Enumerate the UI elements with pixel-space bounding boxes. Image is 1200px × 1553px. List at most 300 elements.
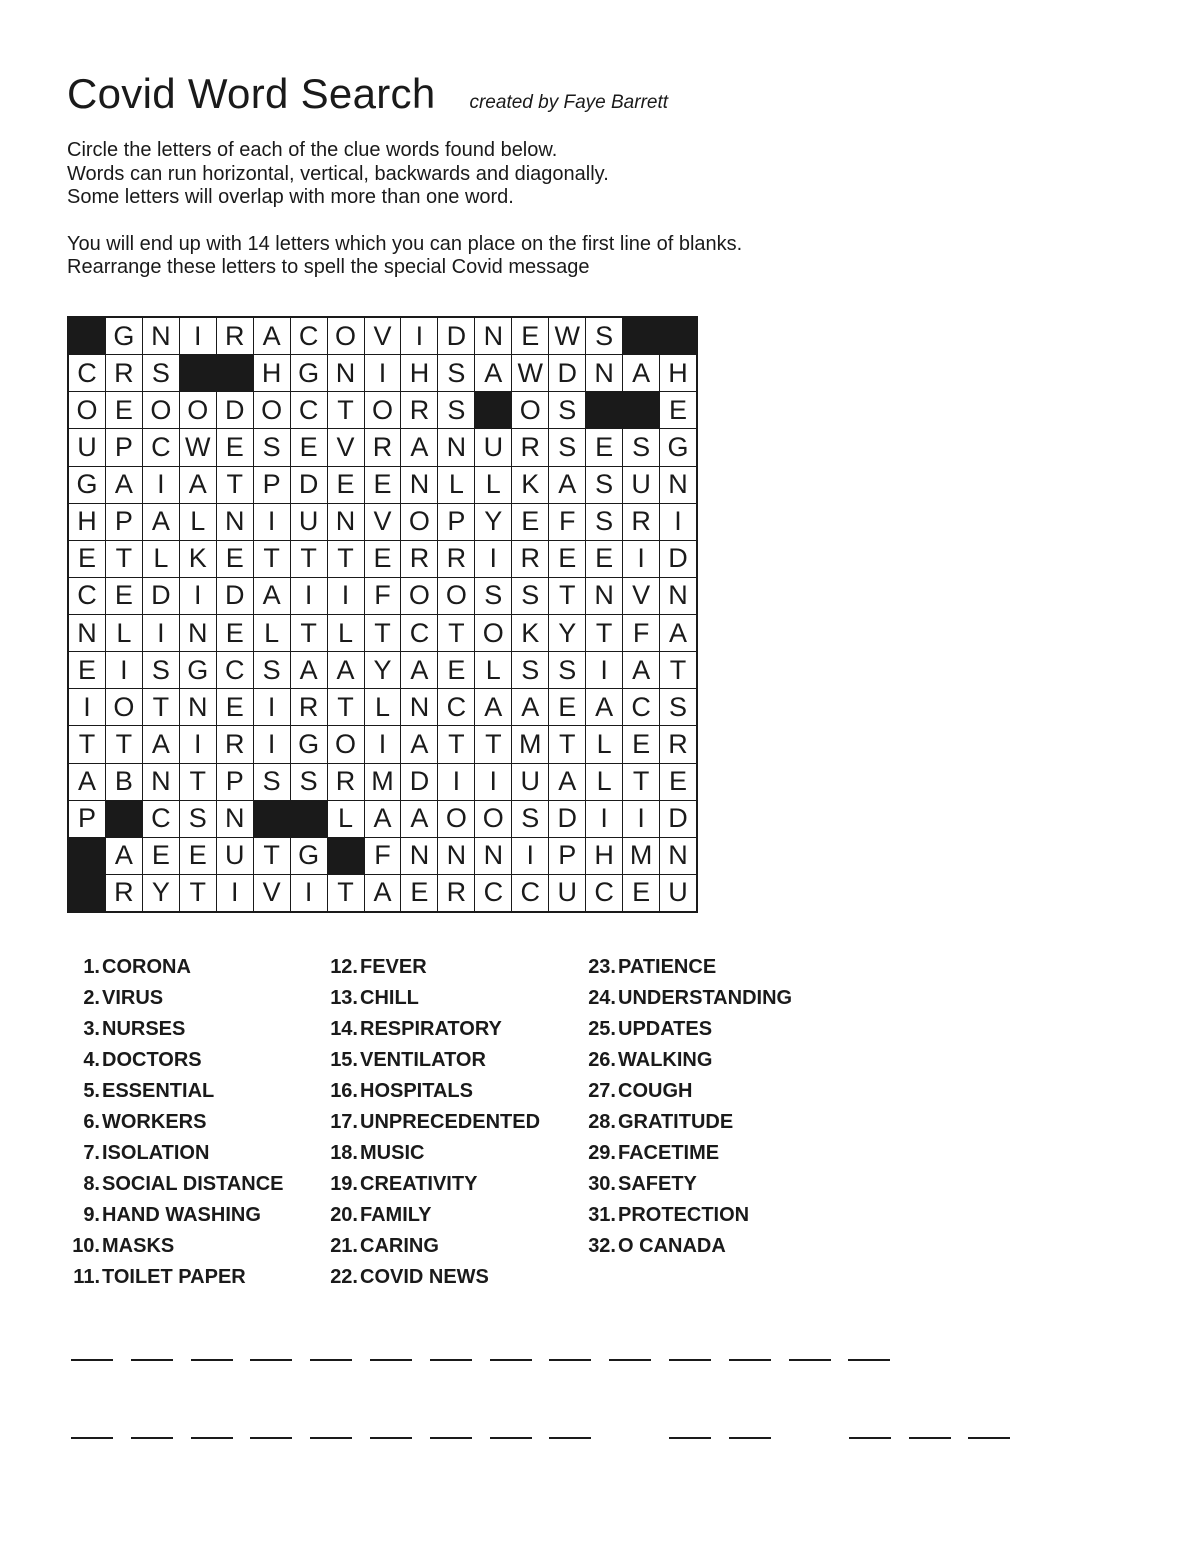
grid-letter-cell[interactable]: D: [438, 318, 474, 354]
grid-letter-cell[interactable]: T: [180, 875, 216, 911]
grid-letter-cell[interactable]: N: [660, 578, 696, 614]
grid-letter-cell[interactable]: D: [549, 801, 585, 837]
grid-letter-cell[interactable]: Y: [475, 504, 511, 540]
blocked-cell[interactable]: [586, 392, 622, 428]
grid-letter-cell[interactable]: H: [660, 355, 696, 391]
grid-letter-cell[interactable]: O: [328, 318, 364, 354]
grid-letter-cell[interactable]: U: [512, 764, 548, 800]
grid-letter-cell[interactable]: E: [365, 541, 401, 577]
grid-letter-cell[interactable]: T: [586, 615, 622, 651]
blocked-cell[interactable]: [217, 355, 253, 391]
grid-letter-cell[interactable]: G: [180, 652, 216, 688]
grid-letter-cell[interactable]: E: [69, 652, 105, 688]
grid-letter-cell[interactable]: S: [143, 355, 179, 391]
answer-blank[interactable]: [669, 1437, 711, 1439]
grid-letter-cell[interactable]: V: [365, 504, 401, 540]
grid-letter-cell[interactable]: S: [180, 801, 216, 837]
grid-letter-cell[interactable]: I: [217, 875, 253, 911]
grid-letter-cell[interactable]: M: [512, 726, 548, 762]
grid-letter-cell[interactable]: N: [217, 504, 253, 540]
grid-letter-cell[interactable]: S: [512, 578, 548, 614]
grid-letter-cell[interactable]: T: [623, 764, 659, 800]
grid-letter-cell[interactable]: H: [254, 355, 290, 391]
grid-letter-cell[interactable]: R: [512, 541, 548, 577]
grid-letter-cell[interactable]: V: [254, 875, 290, 911]
grid-letter-cell[interactable]: I: [180, 726, 216, 762]
grid-letter-cell[interactable]: O: [254, 392, 290, 428]
grid-letter-cell[interactable]: S: [586, 318, 622, 354]
grid-letter-cell[interactable]: S: [512, 801, 548, 837]
grid-letter-cell[interactable]: G: [660, 429, 696, 465]
grid-letter-cell[interactable]: A: [401, 429, 437, 465]
answer-blank[interactable]: [71, 1359, 113, 1361]
grid-letter-cell[interactable]: E: [217, 689, 253, 725]
grid-letter-cell[interactable]: A: [512, 689, 548, 725]
grid-letter-cell[interactable]: O: [438, 578, 474, 614]
grid-letter-cell[interactable]: U: [69, 429, 105, 465]
grid-letter-cell[interactable]: I: [328, 578, 364, 614]
grid-letter-cell[interactable]: T: [254, 838, 290, 874]
grid-letter-cell[interactable]: A: [291, 652, 327, 688]
grid-letter-cell[interactable]: T: [365, 615, 401, 651]
grid-letter-cell[interactable]: A: [180, 467, 216, 503]
grid-letter-cell[interactable]: T: [106, 726, 142, 762]
grid-letter-cell[interactable]: S: [143, 652, 179, 688]
grid-letter-cell[interactable]: T: [217, 467, 253, 503]
grid-letter-cell[interactable]: Y: [143, 875, 179, 911]
grid-letter-cell[interactable]: L: [475, 467, 511, 503]
grid-letter-cell[interactable]: A: [586, 689, 622, 725]
grid-letter-cell[interactable]: N: [438, 429, 474, 465]
grid-letter-cell[interactable]: T: [438, 726, 474, 762]
grid-letter-cell[interactable]: D: [291, 467, 327, 503]
grid-letter-cell[interactable]: N: [217, 801, 253, 837]
blocked-cell[interactable]: [291, 801, 327, 837]
grid-letter-cell[interactable]: A: [549, 467, 585, 503]
grid-letter-cell[interactable]: A: [365, 875, 401, 911]
grid-letter-cell[interactable]: L: [254, 615, 290, 651]
grid-letter-cell[interactable]: A: [328, 652, 364, 688]
grid-letter-cell[interactable]: O: [401, 504, 437, 540]
grid-letter-cell[interactable]: R: [365, 429, 401, 465]
answer-blank[interactable]: [549, 1437, 591, 1439]
grid-letter-cell[interactable]: T: [291, 541, 327, 577]
grid-letter-cell[interactable]: O: [180, 392, 216, 428]
grid-letter-cell[interactable]: M: [365, 764, 401, 800]
grid-letter-cell[interactable]: I: [475, 541, 511, 577]
grid-letter-cell[interactable]: A: [254, 318, 290, 354]
grid-letter-cell[interactable]: E: [549, 689, 585, 725]
grid-letter-cell[interactable]: A: [401, 726, 437, 762]
grid-letter-cell[interactable]: L: [143, 541, 179, 577]
grid-letter-cell[interactable]: N: [660, 838, 696, 874]
blocked-cell[interactable]: [623, 392, 659, 428]
grid-letter-cell[interactable]: I: [254, 726, 290, 762]
grid-letter-cell[interactable]: U: [217, 838, 253, 874]
grid-letter-cell[interactable]: C: [401, 615, 437, 651]
blocked-cell[interactable]: [254, 801, 290, 837]
grid-letter-cell[interactable]: E: [549, 541, 585, 577]
grid-letter-cell[interactable]: I: [254, 504, 290, 540]
grid-letter-cell[interactable]: A: [69, 764, 105, 800]
grid-letter-cell[interactable]: T: [328, 875, 364, 911]
grid-letter-cell[interactable]: H: [69, 504, 105, 540]
grid-letter-cell[interactable]: E: [438, 652, 474, 688]
grid-letter-cell[interactable]: N: [328, 504, 364, 540]
grid-letter-cell[interactable]: I: [365, 726, 401, 762]
grid-letter-cell[interactable]: C: [291, 318, 327, 354]
grid-letter-cell[interactable]: C: [586, 875, 622, 911]
grid-letter-cell[interactable]: A: [623, 652, 659, 688]
answer-blank[interactable]: [490, 1359, 532, 1361]
blocked-cell[interactable]: [69, 318, 105, 354]
grid-letter-cell[interactable]: S: [254, 429, 290, 465]
grid-letter-cell[interactable]: E: [623, 726, 659, 762]
grid-letter-cell[interactable]: T: [660, 652, 696, 688]
grid-letter-cell[interactable]: R: [217, 726, 253, 762]
answer-blank[interactable]: [490, 1437, 532, 1439]
grid-letter-cell[interactable]: O: [438, 801, 474, 837]
grid-letter-cell[interactable]: C: [143, 801, 179, 837]
grid-letter-cell[interactable]: R: [438, 875, 474, 911]
grid-letter-cell[interactable]: W: [549, 318, 585, 354]
blocked-cell[interactable]: [69, 875, 105, 911]
grid-letter-cell[interactable]: N: [438, 838, 474, 874]
grid-letter-cell[interactable]: S: [438, 392, 474, 428]
grid-letter-cell[interactable]: O: [69, 392, 105, 428]
grid-letter-cell[interactable]: I: [401, 318, 437, 354]
grid-letter-cell[interactable]: H: [401, 355, 437, 391]
grid-letter-cell[interactable]: C: [623, 689, 659, 725]
grid-letter-cell[interactable]: I: [512, 838, 548, 874]
grid-letter-cell[interactable]: R: [623, 504, 659, 540]
grid-letter-cell[interactable]: I: [586, 801, 622, 837]
grid-letter-cell[interactable]: S: [549, 392, 585, 428]
answer-blank[interactable]: [909, 1437, 951, 1439]
grid-letter-cell[interactable]: R: [660, 726, 696, 762]
grid-letter-cell[interactable]: K: [512, 467, 548, 503]
grid-letter-cell[interactable]: S: [660, 689, 696, 725]
grid-letter-cell[interactable]: I: [365, 355, 401, 391]
grid-letter-cell[interactable]: D: [660, 541, 696, 577]
grid-letter-cell[interactable]: N: [401, 467, 437, 503]
grid-letter-cell[interactable]: A: [401, 652, 437, 688]
grid-letter-cell[interactable]: L: [106, 615, 142, 651]
grid-letter-cell[interactable]: P: [106, 429, 142, 465]
grid-letter-cell[interactable]: C: [143, 429, 179, 465]
grid-letter-cell[interactable]: I: [69, 689, 105, 725]
grid-letter-cell[interactable]: L: [328, 615, 364, 651]
answer-blank[interactable]: [849, 1437, 891, 1439]
answer-blank[interactable]: [549, 1359, 591, 1361]
grid-letter-cell[interactable]: S: [512, 652, 548, 688]
grid-letter-cell[interactable]: L: [586, 726, 622, 762]
grid-letter-cell[interactable]: O: [475, 801, 511, 837]
grid-letter-cell[interactable]: A: [401, 801, 437, 837]
grid-letter-cell[interactable]: S: [549, 652, 585, 688]
grid-letter-cell[interactable]: E: [512, 504, 548, 540]
answer-blank[interactable]: [430, 1437, 472, 1439]
answer-blank[interactable]: [370, 1359, 412, 1361]
grid-letter-cell[interactable]: E: [660, 392, 696, 428]
grid-letter-cell[interactable]: P: [106, 504, 142, 540]
grid-letter-cell[interactable]: G: [291, 726, 327, 762]
grid-letter-cell[interactable]: A: [623, 355, 659, 391]
grid-letter-cell[interactable]: E: [291, 429, 327, 465]
grid-letter-cell[interactable]: R: [106, 355, 142, 391]
grid-letter-cell[interactable]: E: [217, 429, 253, 465]
blocked-cell[interactable]: [660, 318, 696, 354]
grid-letter-cell[interactable]: R: [401, 392, 437, 428]
grid-letter-cell[interactable]: T: [106, 541, 142, 577]
grid-letter-cell[interactable]: T: [291, 615, 327, 651]
grid-letter-cell[interactable]: V: [623, 578, 659, 614]
grid-letter-cell[interactable]: I: [438, 764, 474, 800]
grid-letter-cell[interactable]: T: [475, 726, 511, 762]
grid-letter-cell[interactable]: R: [106, 875, 142, 911]
answer-blank[interactable]: [191, 1359, 233, 1361]
grid-letter-cell[interactable]: T: [143, 689, 179, 725]
blocked-cell[interactable]: [328, 838, 364, 874]
grid-letter-cell[interactable]: N: [328, 355, 364, 391]
grid-letter-cell[interactable]: T: [328, 392, 364, 428]
grid-letter-cell[interactable]: W: [180, 429, 216, 465]
grid-letter-cell[interactable]: D: [217, 392, 253, 428]
grid-letter-cell[interactable]: D: [549, 355, 585, 391]
grid-letter-cell[interactable]: T: [438, 615, 474, 651]
grid-letter-cell[interactable]: F: [549, 504, 585, 540]
grid-letter-cell[interactable]: Y: [549, 615, 585, 651]
grid-letter-cell[interactable]: A: [106, 467, 142, 503]
grid-letter-cell[interactable]: Y: [365, 652, 401, 688]
grid-letter-cell[interactable]: S: [586, 504, 622, 540]
grid-letter-cell[interactable]: I: [623, 801, 659, 837]
grid-letter-cell[interactable]: G: [291, 355, 327, 391]
grid-letter-cell[interactable]: R: [328, 764, 364, 800]
answer-blank[interactable]: [131, 1437, 173, 1439]
grid-letter-cell[interactable]: O: [328, 726, 364, 762]
grid-letter-cell[interactable]: N: [475, 838, 511, 874]
answer-blank[interactable]: [310, 1437, 352, 1439]
blocked-cell[interactable]: [106, 801, 142, 837]
grid-letter-cell[interactable]: O: [475, 615, 511, 651]
grid-letter-cell[interactable]: N: [143, 764, 179, 800]
grid-letter-cell[interactable]: P: [549, 838, 585, 874]
blocked-cell[interactable]: [623, 318, 659, 354]
grid-letter-cell[interactable]: A: [660, 615, 696, 651]
answer-blank[interactable]: [131, 1359, 173, 1361]
grid-letter-cell[interactable]: R: [512, 429, 548, 465]
grid-letter-cell[interactable]: E: [512, 318, 548, 354]
grid-letter-cell[interactable]: S: [254, 652, 290, 688]
answer-blank[interactable]: [310, 1359, 352, 1361]
grid-letter-cell[interactable]: G: [106, 318, 142, 354]
grid-letter-cell[interactable]: F: [623, 615, 659, 651]
grid-letter-cell[interactable]: E: [217, 615, 253, 651]
answer-blank[interactable]: [191, 1437, 233, 1439]
grid-letter-cell[interactable]: V: [365, 318, 401, 354]
grid-letter-cell[interactable]: E: [106, 392, 142, 428]
grid-letter-cell[interactable]: S: [291, 764, 327, 800]
grid-letter-cell[interactable]: T: [69, 726, 105, 762]
grid-letter-cell[interactable]: L: [365, 689, 401, 725]
grid-letter-cell[interactable]: T: [328, 689, 364, 725]
grid-letter-cell[interactable]: O: [365, 392, 401, 428]
grid-letter-cell[interactable]: G: [69, 467, 105, 503]
answer-blank[interactable]: [848, 1359, 890, 1361]
grid-letter-cell[interactable]: T: [549, 578, 585, 614]
grid-letter-cell[interactable]: N: [401, 838, 437, 874]
grid-letter-cell[interactable]: F: [365, 838, 401, 874]
grid-letter-cell[interactable]: I: [106, 652, 142, 688]
grid-letter-cell[interactable]: O: [401, 578, 437, 614]
grid-letter-cell[interactable]: L: [328, 801, 364, 837]
grid-letter-cell[interactable]: R: [401, 541, 437, 577]
grid-letter-cell[interactable]: E: [328, 467, 364, 503]
grid-letter-cell[interactable]: R: [438, 541, 474, 577]
grid-letter-cell[interactable]: E: [660, 764, 696, 800]
grid-letter-cell[interactable]: M: [623, 838, 659, 874]
grid-letter-cell[interactable]: S: [623, 429, 659, 465]
grid-letter-cell[interactable]: T: [549, 726, 585, 762]
grid-letter-cell[interactable]: D: [143, 578, 179, 614]
grid-letter-cell[interactable]: E: [586, 541, 622, 577]
grid-letter-cell[interactable]: D: [217, 578, 253, 614]
grid-letter-cell[interactable]: S: [475, 578, 511, 614]
grid-letter-cell[interactable]: A: [475, 689, 511, 725]
answer-blank[interactable]: [729, 1437, 771, 1439]
grid-letter-cell[interactable]: L: [475, 652, 511, 688]
grid-letter-cell[interactable]: O: [143, 392, 179, 428]
grid-letter-cell[interactable]: V: [328, 429, 364, 465]
grid-letter-cell[interactable]: D: [401, 764, 437, 800]
answer-blank[interactable]: [729, 1359, 771, 1361]
grid-letter-cell[interactable]: P: [217, 764, 253, 800]
blocked-cell[interactable]: [475, 392, 511, 428]
grid-letter-cell[interactable]: C: [69, 355, 105, 391]
grid-letter-cell[interactable]: U: [660, 875, 696, 911]
grid-letter-cell[interactable]: R: [217, 318, 253, 354]
grid-letter-cell[interactable]: I: [623, 541, 659, 577]
grid-letter-cell[interactable]: I: [143, 467, 179, 503]
grid-letter-cell[interactable]: P: [438, 504, 474, 540]
grid-letter-cell[interactable]: P: [254, 467, 290, 503]
grid-letter-cell[interactable]: T: [180, 764, 216, 800]
grid-letter-cell[interactable]: E: [217, 541, 253, 577]
grid-letter-cell[interactable]: S: [586, 467, 622, 503]
grid-letter-cell[interactable]: I: [254, 689, 290, 725]
grid-letter-cell[interactable]: L: [586, 764, 622, 800]
grid-letter-cell[interactable]: N: [586, 578, 622, 614]
grid-letter-cell[interactable]: E: [180, 838, 216, 874]
grid-letter-cell[interactable]: E: [623, 875, 659, 911]
grid-letter-cell[interactable]: E: [69, 541, 105, 577]
answer-blank[interactable]: [789, 1359, 831, 1361]
grid-letter-cell[interactable]: E: [143, 838, 179, 874]
answer-blank[interactable]: [669, 1359, 711, 1361]
grid-letter-cell[interactable]: A: [143, 726, 179, 762]
answer-blank[interactable]: [71, 1437, 113, 1439]
answer-blank[interactable]: [968, 1437, 1010, 1439]
grid-letter-cell[interactable]: L: [180, 504, 216, 540]
grid-letter-cell[interactable]: C: [69, 578, 105, 614]
grid-letter-cell[interactable]: N: [660, 467, 696, 503]
grid-letter-cell[interactable]: I: [475, 764, 511, 800]
answer-blank[interactable]: [609, 1359, 651, 1361]
grid-letter-cell[interactable]: P: [69, 801, 105, 837]
grid-letter-cell[interactable]: K: [180, 541, 216, 577]
grid-letter-cell[interactable]: N: [586, 355, 622, 391]
grid-letter-cell[interactable]: W: [512, 355, 548, 391]
grid-letter-cell[interactable]: A: [549, 764, 585, 800]
grid-letter-cell[interactable]: I: [180, 578, 216, 614]
grid-letter-cell[interactable]: E: [586, 429, 622, 465]
grid-letter-cell[interactable]: U: [475, 429, 511, 465]
grid-letter-cell[interactable]: N: [143, 318, 179, 354]
grid-letter-cell[interactable]: I: [291, 875, 327, 911]
grid-letter-cell[interactable]: U: [291, 504, 327, 540]
grid-letter-cell[interactable]: E: [106, 578, 142, 614]
grid-letter-cell[interactable]: N: [180, 689, 216, 725]
grid-letter-cell[interactable]: N: [180, 615, 216, 651]
grid-letter-cell[interactable]: S: [254, 764, 290, 800]
grid-letter-cell[interactable]: A: [475, 355, 511, 391]
grid-letter-cell[interactable]: G: [291, 838, 327, 874]
grid-letter-cell[interactable]: T: [328, 541, 364, 577]
grid-letter-cell[interactable]: O: [106, 689, 142, 725]
grid-letter-cell[interactable]: U: [623, 467, 659, 503]
answer-blank[interactable]: [430, 1359, 472, 1361]
blocked-cell[interactable]: [180, 355, 216, 391]
grid-letter-cell[interactable]: C: [291, 392, 327, 428]
grid-letter-cell[interactable]: I: [660, 504, 696, 540]
grid-letter-cell[interactable]: N: [401, 689, 437, 725]
grid-letter-cell[interactable]: T: [254, 541, 290, 577]
grid-letter-cell[interactable]: R: [291, 689, 327, 725]
answer-blank[interactable]: [250, 1437, 292, 1439]
grid-letter-cell[interactable]: F: [365, 578, 401, 614]
grid-letter-cell[interactable]: C: [512, 875, 548, 911]
blocked-cell[interactable]: [69, 838, 105, 874]
grid-letter-cell[interactable]: N: [69, 615, 105, 651]
grid-letter-cell[interactable]: E: [401, 875, 437, 911]
grid-letter-cell[interactable]: L: [438, 467, 474, 503]
grid-letter-cell[interactable]: U: [549, 875, 585, 911]
grid-letter-cell[interactable]: H: [586, 838, 622, 874]
grid-letter-cell[interactable]: K: [512, 615, 548, 651]
grid-letter-cell[interactable]: N: [475, 318, 511, 354]
grid-letter-cell[interactable]: I: [586, 652, 622, 688]
answer-blank[interactable]: [250, 1359, 292, 1361]
grid-letter-cell[interactable]: A: [254, 578, 290, 614]
grid-letter-cell[interactable]: C: [475, 875, 511, 911]
grid-letter-cell[interactable]: A: [106, 838, 142, 874]
grid-letter-cell[interactable]: C: [438, 689, 474, 725]
grid-letter-cell[interactable]: S: [549, 429, 585, 465]
grid-letter-cell[interactable]: C: [217, 652, 253, 688]
grid-letter-cell[interactable]: D: [660, 801, 696, 837]
grid-letter-cell[interactable]: I: [180, 318, 216, 354]
grid-letter-cell[interactable]: I: [291, 578, 327, 614]
grid-letter-cell[interactable]: A: [365, 801, 401, 837]
grid-letter-cell[interactable]: O: [512, 392, 548, 428]
grid-letter-cell[interactable]: B: [106, 764, 142, 800]
answer-blank[interactable]: [370, 1437, 412, 1439]
grid-letter-cell[interactable]: E: [365, 467, 401, 503]
grid-letter-cell[interactable]: A: [143, 504, 179, 540]
grid-letter-cell[interactable]: I: [143, 615, 179, 651]
grid-letter-cell[interactable]: S: [438, 355, 474, 391]
